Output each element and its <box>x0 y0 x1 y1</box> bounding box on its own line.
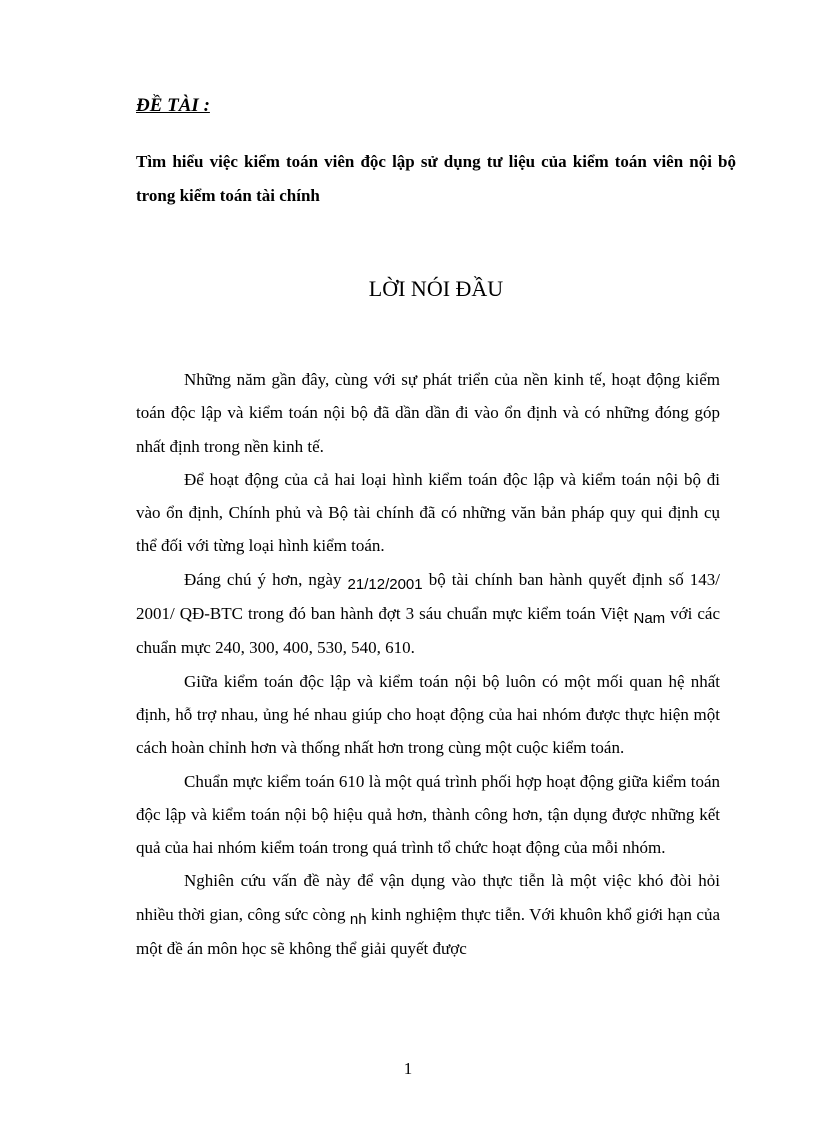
body-text <box>136 363 720 965</box>
paragraph-3-part2: bộ tài chính ban hành quyết định số 143/ 2001/ QĐ-BTC trong đó ban hành đợt 3 sáu chuẩn mực kiểm toán Việt <box>136 569 721 624</box>
page-number: 1 <box>403 1059 413 1078</box>
word-nh: nh <box>349 910 367 928</box>
topic-label: ĐỀ TÀI : <box>136 95 210 116</box>
paragraph-3-part1: Đáng chú ý hơn, ngày <box>184 569 342 589</box>
paragraph-6-part2: kinh nghiệm thực tiễn. Với khuôn khổ giới hạn của một đề án môn học sẽ không thể giải quyết được <box>136 904 721 959</box>
topic-title: Tìm hiểu việc kiểm toán viên độc lập sử dụng tư liệu của kiểm toán viên nội bộ trong kiểm toán tài chính <box>136 152 736 205</box>
decision-date: 21/12/2001 <box>347 575 423 593</box>
word-nam: Nam <box>633 610 666 628</box>
paragraph-4: Giữa kiểm toán độc lập và kiểm toán nội bộ luôn có một mối quan hệ nhất định, hỗ trợ nhau, ủng hé nhau giúp cho hoạt động của hai nhóm được thực hiện một cách hoàn chỉnh hơn và thống nhất hơn trong cùng một cuộc kiểm toán. <box>136 671 720 758</box>
section-heading: LỜI NÓI ĐẦU <box>368 276 504 301</box>
paragraph-5: Chuẩn mực kiểm toán 610 là một quá trình phối hợp hoạt động giữa kiểm toán độc lập và kiểm toán nội bộ hiệu quả hơn, thành công hơn, tận dụng được những kết quả của hai nhóm kiểm toán trong quá trình tổ chức hoạt động của mỗi nhóm. <box>136 771 720 858</box>
paragraph-6-part1: Nghiên cứu vấn đề này để vận dụng vào thực tiễn là một việc khó đòi hỏi nhiều thời gian, công sức còng <box>136 871 720 924</box>
paragraph-1: Những năm gần đây, cùng với sự phát triển của nền kinh tế, hoạt động kiểm toán độc lập và kiểm toán nội bộ đã dần dần đi vào ổn định và có những đóng góp nhất định trong nền kinh tế. <box>136 370 720 456</box>
paragraph-6 <box>136 864 720 965</box>
paragraph-2: Để hoạt động của cả hai loại hình kiểm toán độc lập và kiểm toán nội bộ đi vào ổn định, Chính phủ và Bộ tài chính đã có những văn bản pháp quy qui định cụ thể đối với từng loại hình kiểm toán. <box>136 469 720 556</box>
paragraph-3 <box>136 563 720 665</box>
paragraph-3-part3: với các chuẩn mực 240, 300, 400, 530, 540, 610. <box>136 604 721 658</box>
